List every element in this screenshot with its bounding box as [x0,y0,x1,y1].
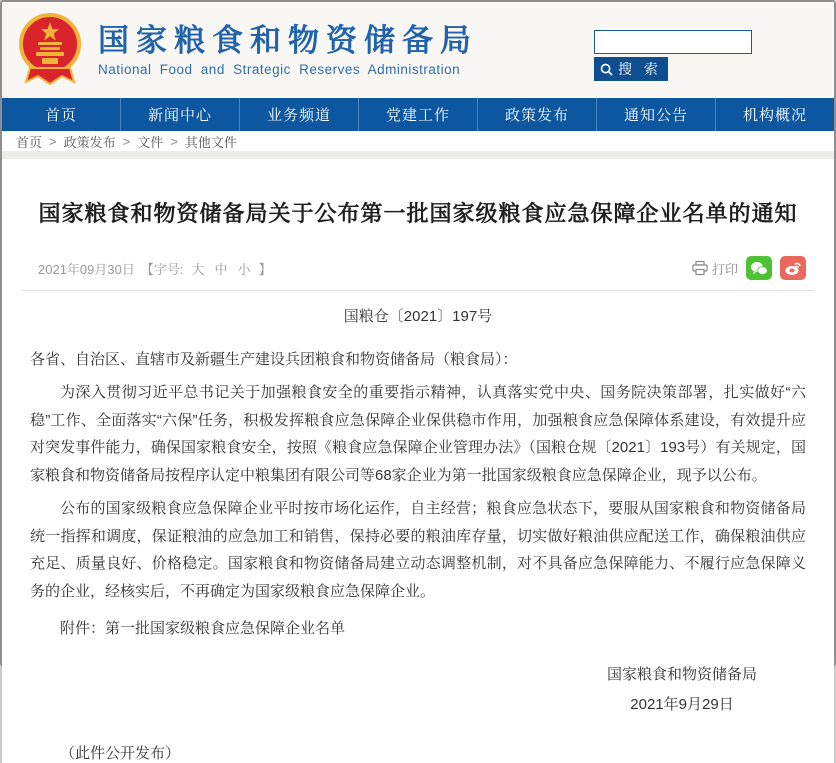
article-meta-row [22,254,814,290]
breadcrumb-current: 其他文件 [184,134,237,150]
search-input[interactable] [594,30,752,54]
nav-item-home[interactable]: 首页 [2,98,121,131]
doc-number: 国粮仓〔2021〕197号 [343,308,493,325]
font-size-medium[interactable]: 中 [214,261,228,277]
paragraph-1: 为深入贯彻习近平总书记关于加强粮食安全的重要指示精神，认真落实党中央、国务院决策部署，扎实做好“六稳”工作、全面落实“六保”任务，积极发挥粮食应急保障企业保供稳市作用，加强粮食应急保障体系建设，有效提升应对突发事件能力，确保国家粮食安全，按照《粮食应急保障企业管理办法》（国粮仓规〔2021〕193号）有关规定，国家粮食和物资储备局按程序认定中粮集团有限公司等68家企业为第一批国家级粮食应急保障企业，现予以公布。 [30,384,806,484]
paragraph-2: 公布的国家级粮食应急保障企业平时按市场化运作，自主经营；粮食应急状态下，要服从国家粮食和物资储备局统一指挥和调度，保证粮油的应急加工和销售，保持必要的粮油库存量，切实做好粮油供应配送工作，确保粮油供应充足、质量良好、价格稳定。国家粮食和物资储备局建立动态调整机制，对不具备应急保障能力、不履行应急保障义务的企业，经核实后，不再确定为国家级粮食应急保障企业。 [30,500,806,600]
article-title: 国家粮食和物资储备局关于公布第一批国家级粮食应急保障企业名单的通知 [38,201,798,226]
printer-icon [692,261,708,275]
share-weibo-button[interactable] [780,256,806,280]
nav-item-news[interactable]: 新闻中心 [121,98,240,131]
org-names [98,23,478,77]
site-header [2,2,834,98]
weibo-icon [784,261,802,276]
breadcrumb [2,131,834,159]
article-meta-right [692,256,806,280]
signature-org: 国家粮食和物资储备局 [606,666,757,683]
nav-item-notices[interactable]: 通知公告 [597,98,716,131]
salutation: 各省、自治区、直辖市及新疆生产建设兵团粮食和物资储备局（粮食局）： [30,351,518,368]
search-button[interactable] [594,57,668,81]
signature-block [567,660,797,720]
print-label: 打印 [711,261,738,277]
breadcrumb-home[interactable]: 首页 [16,134,43,150]
breadcrumb-documents[interactable]: 文件 [137,134,164,150]
nav-item-business[interactable]: 业务频道 [240,98,359,131]
publish-date: 2021年09月30日 [38,261,135,277]
search-button-label: 搜 索 [618,61,662,77]
search-icon [600,63,613,76]
main-nav [2,98,834,131]
font-size-prefix: 【字号: [140,261,184,277]
breadcrumb-separator: > [49,133,57,149]
nav-item-policy[interactable]: 政策发布 [478,98,597,131]
signature-date: 2021年9月29日 [630,696,734,713]
share-wechat-button[interactable] [746,256,772,280]
breadcrumb-separator: > [170,133,178,149]
article [2,159,834,763]
font-size-suffix: 】 [258,261,272,277]
org-name-cn: 国家粮食和物资储备局 [98,23,478,58]
breadcrumb-separator: > [122,133,131,149]
breadcrumb-policy[interactable]: 政策发布 [63,134,116,150]
font-size-small[interactable]: 小 [237,261,251,277]
org-name-en: National Food and Strategic Reserves Administration [98,62,461,77]
national-emblem-icon [18,12,82,88]
search-area [594,30,752,81]
nav-item-party[interactable]: 党建工作 [359,98,478,131]
site-logo [18,12,478,88]
meta-divider [22,290,814,291]
font-size-large[interactable]: 大 [191,261,205,277]
wechat-icon [750,261,768,276]
article-meta-left [38,259,272,278]
nav-item-about[interactable]: 机构概况 [742,107,807,124]
print-button[interactable] [692,259,738,278]
public-release-note: （此件公开发布） [60,745,181,762]
attachment-line: 附件：第一批国家级粮食应急保障企业名单 [60,620,346,637]
